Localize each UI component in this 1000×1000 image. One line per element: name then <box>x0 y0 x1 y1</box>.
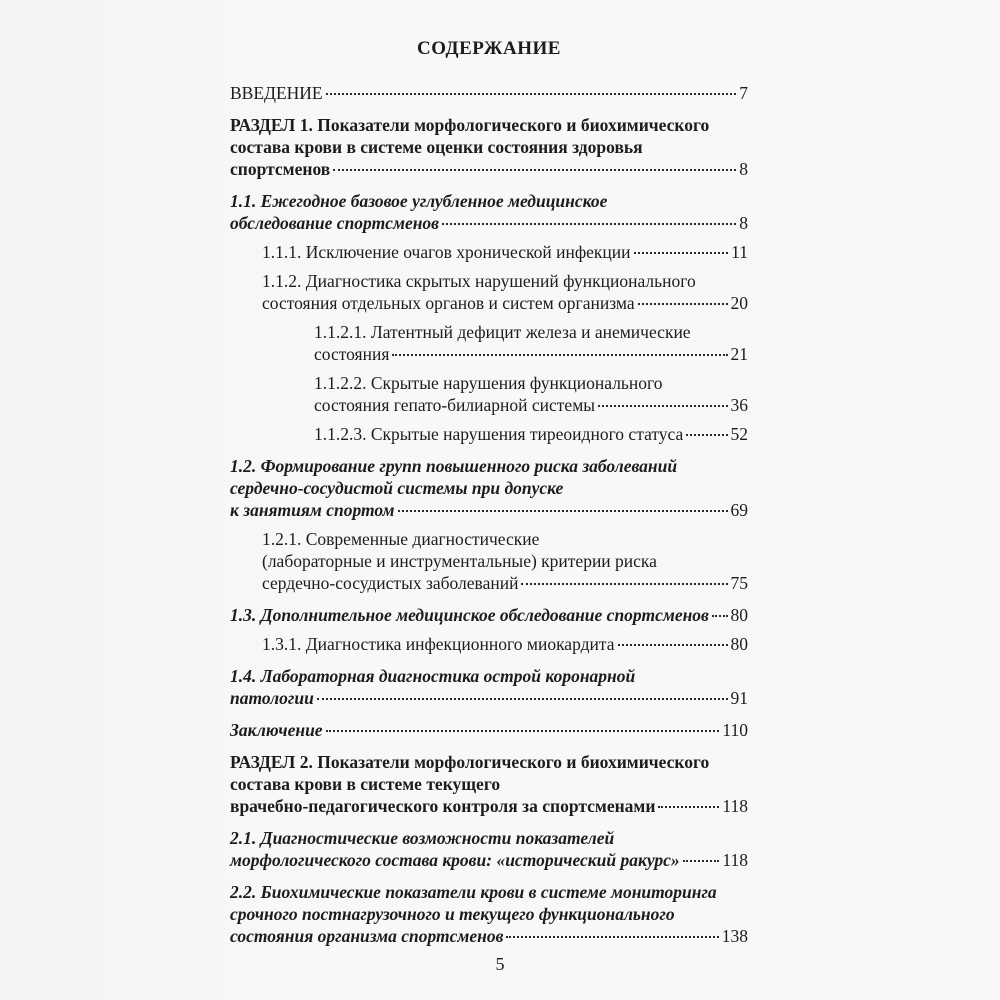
toc-page-number: 110 <box>722 720 748 740</box>
toc-entry-line: 1.3. Дополнительное медицинское обследование спортсменов <box>230 605 709 625</box>
dot-leader <box>618 644 728 646</box>
toc-page-number: 36 <box>730 395 748 415</box>
toc-entry-line: (лабораторные и инструментальные) критерии риска <box>262 551 657 571</box>
toc-entry[interactable] <box>230 528 748 594</box>
toc-entry-line: 1.1.2. Диагностика скрытых нарушений функционального <box>262 271 696 291</box>
toc-page-number: 20 <box>730 293 748 313</box>
toc-entry-line: 1.1.2.2. Скрытые нарушения функционального <box>314 373 663 393</box>
toc-page-number: 80 <box>730 634 748 654</box>
dot-leader <box>333 169 736 171</box>
toc-entry-line: врачебно-педагогического контроля за спортсменами <box>230 796 656 816</box>
toc-entry-line: состояния <box>314 344 390 364</box>
dot-leader <box>521 583 727 585</box>
toc-entry[interactable] <box>230 321 748 365</box>
dot-leader <box>326 730 720 732</box>
toc-entry-line: состояния организма спортсменов <box>230 926 504 946</box>
dot-leader <box>317 698 728 700</box>
toc-page-number: 80 <box>730 605 748 625</box>
toc-entry-line: 1.2. Формирование групп повышенного риска заболеваний <box>230 456 678 476</box>
toc-entry[interactable] <box>230 665 748 709</box>
toc-entry[interactable] <box>230 270 748 314</box>
toc-entry-line: срочного постнагрузочного и текущего функционального <box>230 904 675 924</box>
toc-entry[interactable] <box>230 241 748 263</box>
dot-leader <box>506 936 718 938</box>
toc-entry-line: 1.1.2.3. Скрытые нарушения тиреоидного статуса <box>314 424 684 444</box>
dot-leader <box>683 860 720 862</box>
toc-entry-line: состояния гепато-билиарной системы <box>314 395 596 415</box>
toc-entry[interactable] <box>230 719 748 741</box>
dot-leader <box>658 806 719 808</box>
toc-page-number: 118 <box>722 796 748 816</box>
dot-leader <box>598 405 727 407</box>
toc-page-number: 8 <box>739 213 748 233</box>
toc-page-number: 21 <box>730 344 748 364</box>
toc-page-number: 7 <box>739 83 748 103</box>
toc-entry-line: 1.1. Ежегодное базовое углубленное медицинское <box>230 191 608 211</box>
toc-entry-line: к занятиям спортом <box>230 500 395 520</box>
toc-entry-line: 1.1.2.1. Латентный дефицит железа и анемические <box>314 322 691 342</box>
dot-leader <box>686 434 727 436</box>
toc-page-number: 69 <box>730 500 748 520</box>
toc-entry-line: 2.1. Диагностические возможности показателей <box>230 828 615 848</box>
toc-page-number: 52 <box>730 424 748 444</box>
dot-leader <box>392 354 727 356</box>
toc-entry[interactable] <box>230 604 748 626</box>
toc-entry-line: ВВЕДЕНИЕ <box>230 83 323 103</box>
toc-page-number: 11 <box>731 242 748 262</box>
toc-entry[interactable] <box>230 82 748 104</box>
toc-entry[interactable] <box>230 881 748 947</box>
toc-entry-line: сердечно-сосудистых заболеваний <box>262 573 519 593</box>
toc-entry-line: спортсменов <box>230 159 331 179</box>
toc-page-number: 138 <box>721 926 748 946</box>
toc-entry-line: состава крови в системе оценки состояния здоровья <box>230 137 643 157</box>
dot-leader <box>634 252 729 254</box>
toc-page-number: 91 <box>730 688 748 708</box>
toc-entry-line: 1.1.1. Исключение очагов хронической инфекции <box>262 242 631 262</box>
toc-entry[interactable] <box>230 190 748 234</box>
toc-entry-line: РАЗДЕЛ 1. Показатели морфологического и биохимического <box>230 115 710 135</box>
toc-entry-line: РАЗДЕЛ 2. Показатели морфологического и биохимического <box>230 752 710 772</box>
dot-leader <box>712 615 728 617</box>
toc-entry[interactable] <box>230 114 748 180</box>
toc-entry-line: 1.4. Лабораторная диагностика острой коронарной <box>230 666 636 686</box>
toc-page-number: 75 <box>730 573 748 593</box>
toc-entry[interactable] <box>230 751 748 817</box>
toc-entry[interactable] <box>230 372 748 416</box>
toc-entry-line: морфологического состава крови: «исторический ракурс» <box>230 850 680 870</box>
toc-entry-line: патологии <box>230 688 314 708</box>
toc-entry-line: состава крови в системе текущего <box>230 774 501 794</box>
table-of-contents <box>230 82 748 947</box>
toc-entry-line: сердечно-сосудистой системы при допуске <box>230 478 564 498</box>
toc-entry[interactable] <box>230 633 748 655</box>
toc-entry-line: состояния отдельных органов и систем организма <box>262 293 635 313</box>
dot-leader <box>326 93 737 95</box>
page-title: СОДЕРЖАНИЕ <box>417 38 561 59</box>
toc-entry-line: 1.3.1. Диагностика инфекционного миокардита <box>262 634 615 654</box>
dot-leader <box>398 510 728 512</box>
toc-entry-line: 2.2. Биохимические показатели крови в системе мониторинга <box>230 882 717 902</box>
toc-entry[interactable] <box>230 827 748 871</box>
toc-entry[interactable] <box>230 455 748 521</box>
dot-leader <box>638 303 728 305</box>
toc-page-number: 118 <box>722 850 748 870</box>
toc-entry-line: Заключение <box>230 720 323 740</box>
toc-entry[interactable] <box>230 423 748 445</box>
page-number: 5 <box>495 954 505 974</box>
toc-page-number: 8 <box>739 159 748 179</box>
toc-entry-line: 1.2.1. Современные диагностические <box>262 529 540 549</box>
toc-entry-line: обследование спортсменов <box>230 213 439 233</box>
dot-leader <box>442 223 736 225</box>
